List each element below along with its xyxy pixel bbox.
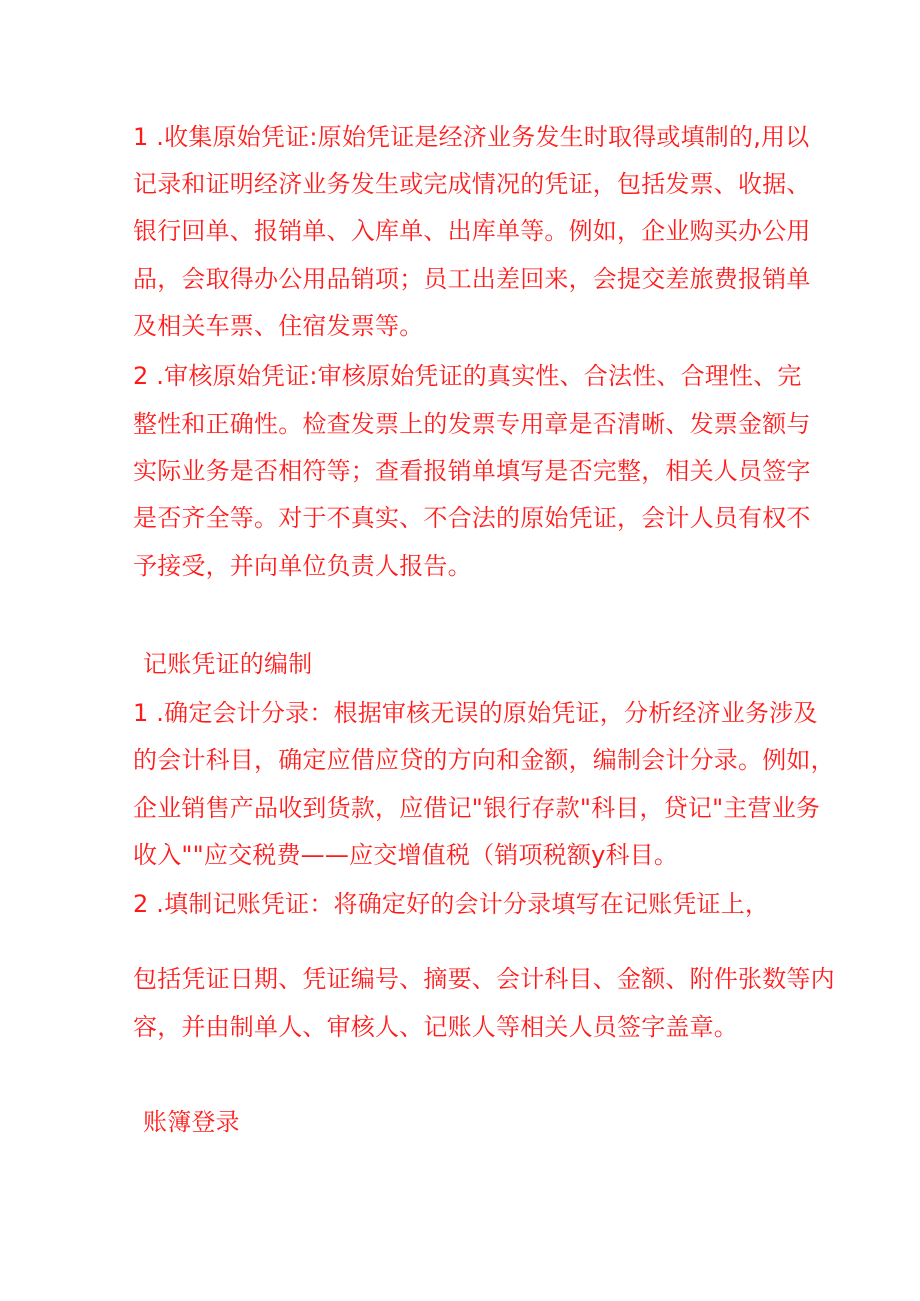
- paragraph-line: 1 .收集原始凭证:原始凭证是经济业务发生时取得或填制的,用以: [133, 123, 810, 151]
- paragraph-line: 包括凭证日期、凭证编号、摘要、会计科目、金额、附件张数等内: [133, 965, 835, 993]
- paragraph-line: 2 .填制记账凭证：将确定好的会计分录填写在记账凭证上，: [133, 890, 770, 918]
- section-heading: 记账凭证的编制: [143, 650, 313, 678]
- paragraph-line: 企业销售产品收到货款，应借记"银行存款"科目，贷记"主营业务: [133, 794, 821, 822]
- paragraph-line: 予接受，并向单位负责人报告。: [133, 552, 472, 580]
- paragraph-line: 银行回单、报销单、入库单、出库单等。例如，企业购买办公用: [133, 217, 811, 245]
- paragraph-line: 容，并由制单人、审核人、记账人等相关人员签字盖章。: [133, 1013, 738, 1041]
- section-heading: 账簿登录: [143, 1108, 240, 1136]
- paragraph-line: 实际业务是否相符等；查看报销单填写是否完整，相关人员签字: [133, 457, 811, 485]
- paragraph-line: 是否齐全等。对于不真实、不合法的原始凭证，会计人员有权不: [133, 504, 811, 532]
- paragraph-line: 收入""应交税费——应交增值税（销项税额y科目。: [133, 841, 679, 869]
- paragraph-line: 1 .确定会计分录：根据审核无误的原始凭证，分析经济业务涉及: [133, 699, 818, 727]
- paragraph-line: 品，会取得办公用品销项；员工出差回来，会提交差旅费报销单: [133, 265, 811, 293]
- paragraph-line: 的会计科目，确定应借应贷的方向和金额，编制会计分录。例如，: [133, 746, 835, 774]
- paragraph-line: 记录和证明经济业务发生或完成情况的凭证，包括发票、收据、: [133, 170, 811, 198]
- paragraph-line: 整性和正确性。检查发票上的发票专用章是否清晰、发票金额与: [133, 410, 811, 438]
- paragraph-line: 及相关车票、住宿发票等。: [133, 312, 424, 340]
- paragraph-line: 2 .审核原始凭证:审核原始凭证的真实性、合法性、合理性、完: [133, 362, 802, 390]
